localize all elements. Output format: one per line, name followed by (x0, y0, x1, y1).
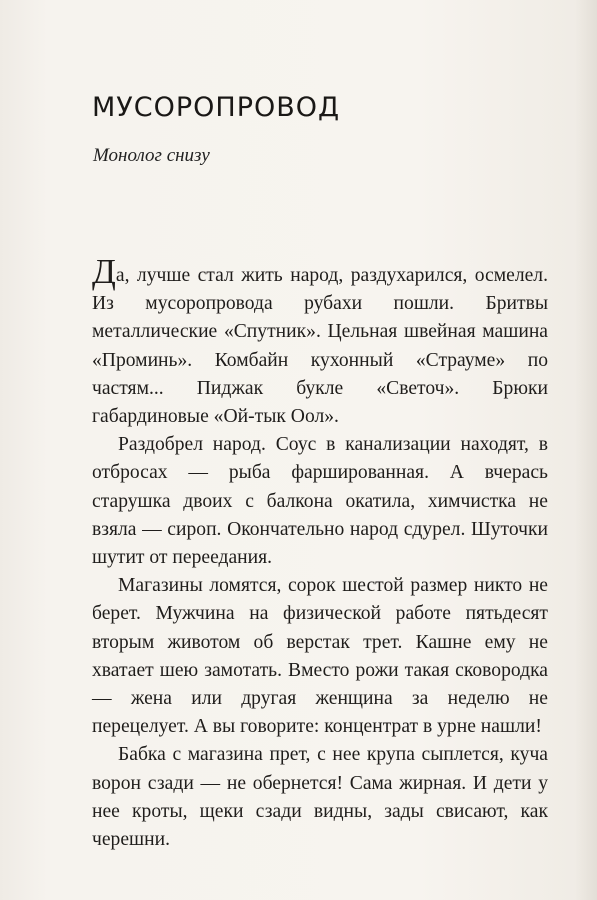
chapter-title: МУСОРОПРОВОД (92, 92, 341, 123)
body-text (92, 252, 548, 854)
paragraph-1 (92, 252, 548, 431)
paragraph-1-text: а, лучше стал жить народ, раздухарился, осмелел. Из мусоропровода рубахи пошли. Бритвы металлические «Спутник». Цельная швейная машина «Проминь». Комбайн кухонный «Страуме» по частям... Пиджак букле «Светоч». Брюки габардиновые «Ой-тык Оол». (92, 265, 548, 428)
paragraph-3: Магазины ломятся, сорок шестой размер никто не берет. Мужчина на физической работе пятьдесят вторым животом об верстак трет. Кашне ему не хватает шею замотать. Вместо рожи такая сковородка — жена или другая женщина за неделю не перецелует. А вы говорите: концентрат в урне нашли! (92, 575, 548, 738)
drop-cap: Д (92, 252, 116, 291)
chapter-subtitle: Монолог снизу (93, 145, 210, 166)
paragraph-2: Раздобрел народ. Соус в канализации находят, в отбросах — рыба фаршированная. А вчерась старушка двоих с балкона окатила, химчистка не взяла — сироп. Окончательно народ сдурел. Шуточки шутит от переедания. (92, 434, 548, 569)
paragraph-4: Бабка с магазина прет, с нее крупа сыплется, куча ворон сзади — не обернется! Сама жирная. И дети у нее кроты, щеки сзади видны, зады свисают, как черешни. (92, 744, 548, 851)
page-edge-shadow (575, 0, 597, 900)
